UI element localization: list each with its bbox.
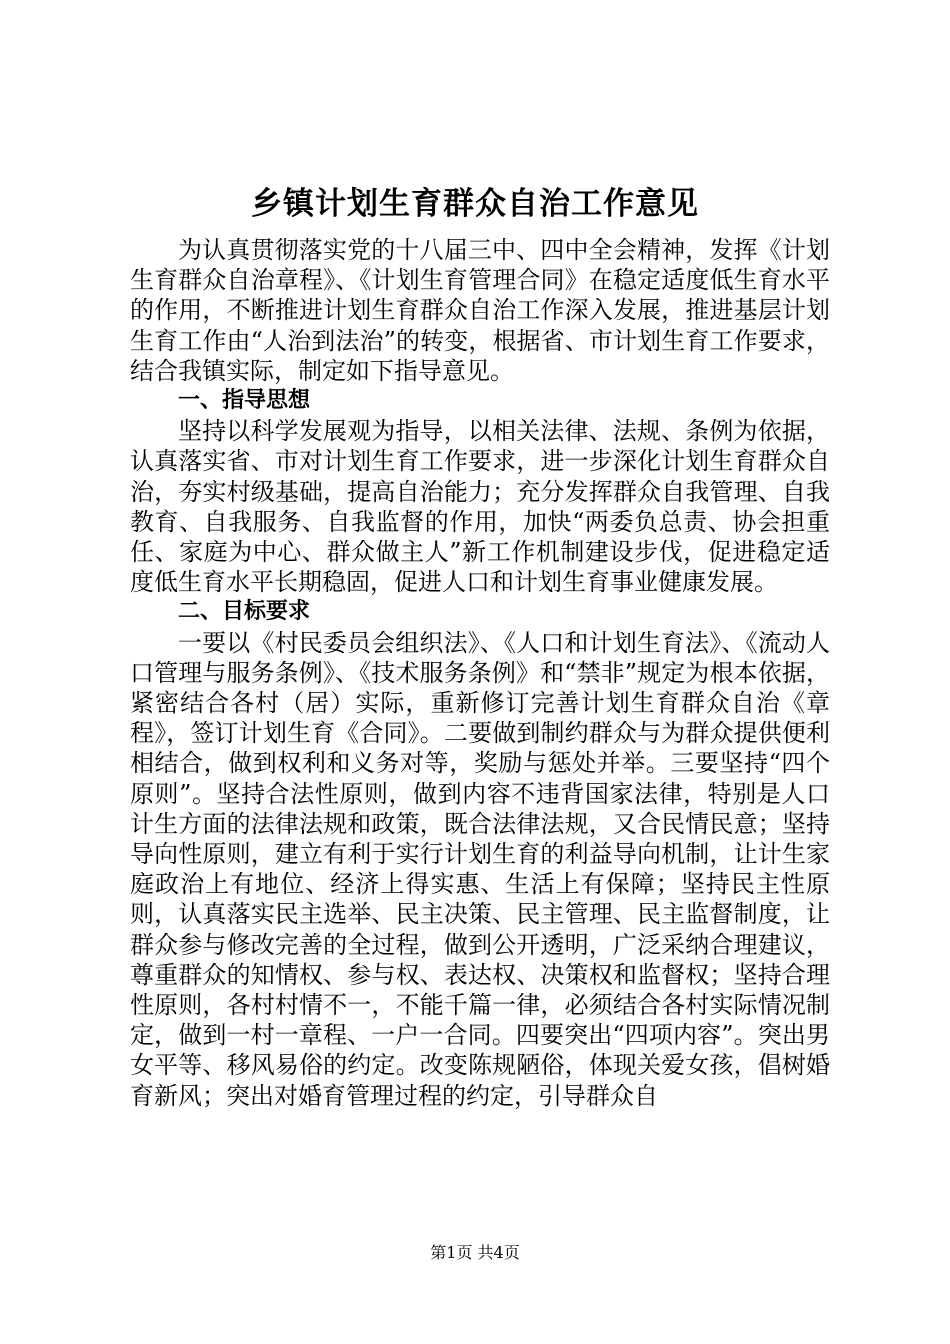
section-paragraph-guiding-ideology: 坚持以科学发展观为指导，以相关法律、法规、条例为依据，认真落实省、市对计划生育工作要求，进一步深化计划生育群众自治，夯实村级基础，提高自治能力；充分发挥群众自我管理、自我教育、自我服务、自我监督的作用，加快“两委负总责、协会担重任、家庭为中心、群众做主人”新工作机制建设步伐，促进稳定适度低生育水平长期稳固，促进人口和计划生育事业健康发展。 [130,417,830,597]
section-heading-goals: 二、目标要求 [178,599,311,625]
document-body [130,235,830,1111]
section-paragraph-goals: 一要以《村民委员会组织法》、《人口和计划生育法》、《流动人口管理与服务条例》、《技术服务条例》和“禁非”规定为根本依据，紧密结合各村（居）实际，重新修订完善计划生育群众自治《章程》，签订计划生育《合同》。二要做到制约群众与为群众提供便利相结合，做到权利和义务对等，奖励与惩处并举。三要坚持“四个原则”。坚持合法性原则，做到内容不违背国家法律，特别是人口计生方面的法律法规和政策，既合法律法规，又合民情民意；坚持导向性原则，建立有利于实行计划生育的利益导向机制，让计生家庭政治上有地位、经济上得实惠、生活上有保障；坚持民主性原则，认真落实民主选举、民主决策、民主管理、民主监督制度，让群众参与修改完善的全过程，做到公开透明，广泛采纳合理建议，尊重群众的知情权、参与权、表达权、决策权和监督权；坚持合理性原则，各村村情不一，不能千篇一律，必须结合各村实际情况制定，做到一村一章程、一户一合同。四要突出“四项内容”。突出男女平等、移风易俗的约定。改变陈规陋俗，体现关爱女孩，倡树婚育新风；突出对婚育管理过程的约定，引导群众自 [130,628,830,1110]
intro-paragraph: 为认真贯彻落实党的十八届三中、四中全会精神，发挥《计划生育群众自治章程》、《计划生育管理合同》在稳定适度低生育水平的作用，不断推进计划生育群众自治工作深入发展，推进基层计划生育工作由“人治到法治”的转变，根据省、市计划生育工作要求，结合我镇实际，制定如下指导意见。 [130,236,830,385]
document-title: 乡镇计划生育群众自治工作意见 [251,186,699,222]
section-heading-guiding-ideology: 一、指导思想 [178,388,311,414]
page-number-footer: 第1页 共4页 [430,1243,520,1262]
